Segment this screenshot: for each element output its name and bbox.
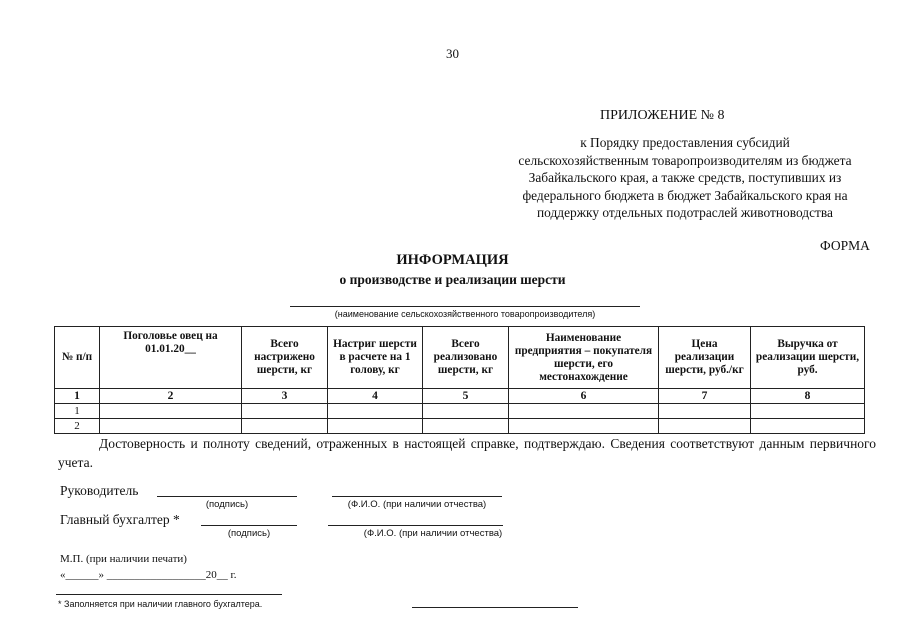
accountant-signature-caption: (подпись) — [227, 528, 271, 539]
page-number: 30 — [446, 46, 459, 61]
table-cell — [659, 419, 751, 434]
document-subtitle: о производстве и реализации шерсти — [339, 272, 566, 287]
date-line: «______» __________________20__ г. — [60, 569, 237, 581]
table-cell: 1 — [55, 404, 100, 419]
stamp-note: М.П. (при наличии печати) — [60, 553, 187, 565]
column-number-row — [55, 389, 865, 404]
table-cell — [509, 419, 659, 434]
table-cell — [509, 404, 659, 419]
column-header: Всего реализовано шерсти, кг — [423, 327, 509, 389]
table-cell — [659, 404, 751, 419]
column-number: 7 — [659, 389, 751, 404]
appendix-title: ПРИЛОЖЕНИЕ № 8 — [600, 108, 725, 123]
column-number: 8 — [751, 389, 865, 404]
appendix-line: поддержку отдельных подотраслей животноводства — [537, 205, 833, 221]
wool-info-table — [54, 326, 865, 434]
footnote: * Заполняется при наличии главного бухгалтера. — [58, 599, 263, 609]
accountant-label: Главный бухгалтер * — [60, 512, 180, 527]
table-cell — [328, 419, 423, 434]
table-cell — [100, 404, 242, 419]
table-cell — [100, 419, 242, 434]
table-cell — [242, 419, 328, 434]
table-row — [55, 419, 865, 434]
appendix-text — [470, 134, 900, 222]
document-title: ИНФОРМАЦИЯ — [396, 252, 509, 268]
producer-name-caption: (наименование сельскохозяйственного товаропроизводителя) — [334, 309, 596, 319]
table-cell — [751, 404, 865, 419]
head-label: Руководитель — [60, 483, 139, 498]
column-number: 1 — [55, 389, 100, 404]
form-label: ФОРМА — [820, 238, 870, 253]
column-number: 5 — [423, 389, 509, 404]
table-cell — [423, 404, 509, 419]
accountant-name-line[interactable] — [328, 525, 503, 526]
table-cell — [751, 419, 865, 434]
head-signature-caption: (подпись) — [205, 499, 249, 510]
column-number: 6 — [509, 389, 659, 404]
appendix-line: федерального бюджета в бюджет Забайкальского края на — [522, 187, 848, 203]
accountant-name-caption: (Ф.И.О. (при наличии отчества) — [363, 528, 503, 539]
column-header: Поголовье овец на 01.01.20__ — [100, 327, 242, 389]
producer-name-line — [290, 306, 640, 307]
footnote-separator — [56, 594, 282, 595]
appendix-line: Забайкальского края, а также средств, поступивших из — [528, 170, 842, 186]
table-header-row — [55, 327, 865, 389]
table-cell — [328, 404, 423, 419]
column-header: № п/п — [55, 327, 100, 389]
column-header: Наименование предприятия – покупателя шерсти, его местонахождение — [509, 327, 659, 389]
column-header: Настриг шерсти в расчете на 1 голову, кг — [328, 327, 423, 389]
head-signature-line[interactable] — [157, 496, 297, 497]
column-header: Всего настрижено шерсти, кг — [242, 327, 328, 389]
appendix-line: к Порядку предоставления субсидий — [580, 135, 790, 150]
accountant-signature-line[interactable] — [201, 525, 297, 526]
head-name-caption: (Ф.И.О. (при наличии отчества) — [347, 499, 487, 510]
head-name-line[interactable] — [332, 496, 502, 497]
table-cell — [423, 419, 509, 434]
column-number: 3 — [242, 389, 328, 404]
table-row — [55, 404, 865, 419]
column-header: Цена реализации шерсти, руб./кг — [659, 327, 751, 389]
certification-text: Достоверность и полноту сведений, отраженных в настоящей справке, подтверждаю. Сведения соответствуют данным первичного учета. — [58, 436, 876, 470]
appendix-line: сельскохозяйственным товаропроизводителям из бюджета — [518, 152, 852, 168]
bottom-rule — [412, 607, 578, 608]
table-cell — [242, 404, 328, 419]
column-number: 2 — [100, 389, 242, 404]
column-header: Выручка от реализации шерсти, руб. — [751, 327, 865, 389]
table-cell: 2 — [55, 419, 100, 434]
column-number: 4 — [328, 389, 423, 404]
